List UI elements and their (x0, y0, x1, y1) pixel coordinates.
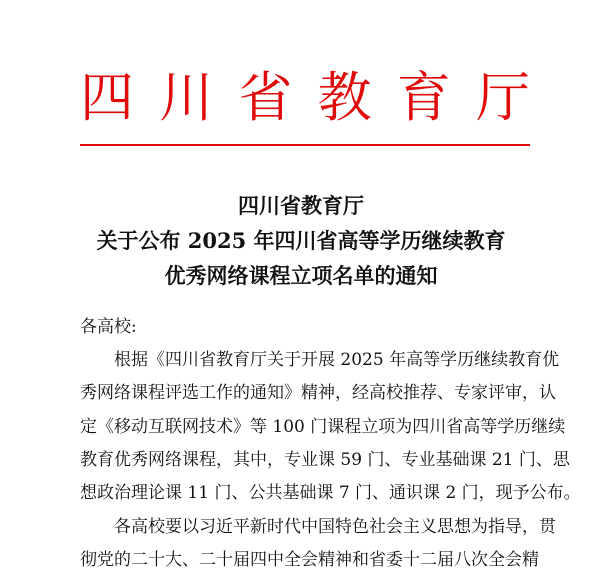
masthead-title (80, 66, 530, 130)
masthead-char: 厅 (475, 66, 530, 129)
masthead-char: 育 (396, 66, 451, 129)
paragraph-line: 根据《四川省教育厅关于开展 2025 年高等学历继续教育优 (114, 350, 560, 370)
masthead-divider (80, 144, 530, 146)
title-line-subject-cont: 优秀网络课程立项名单的通知 (164, 263, 438, 288)
masthead-char: 四 (80, 66, 134, 129)
salutation: 各高校: (80, 317, 137, 337)
paragraph-line: 各高校要以习近平新时代中国特色社会主义思想为指导，贯 (114, 517, 556, 537)
paragraph-line: 想政治理论课 11 门、公共基础课 7 门、通识课 2 门，现予公布。 (80, 483, 581, 503)
masthead-char: 省 (238, 66, 293, 129)
title-line-subject: 关于公布 2025 年四川省高等学历继续教育 (96, 228, 506, 253)
title-line-issuer: 四川省教育厅 (238, 193, 364, 218)
masthead-char: 川 (159, 66, 214, 129)
paragraph-line: 彻党的二十大、二十届四中全会精神和省委十二届八次全会精 (80, 550, 539, 570)
document-title (0, 188, 602, 293)
paragraph-line: 定《移动互联网技术》等 100 门课程立项为四川省高等学历继续 (80, 417, 566, 437)
masthead-char: 教 (317, 66, 372, 129)
paragraph-line: 秀网络课程评选工作的通知》精神，经高校推荐、专家评审，认 (80, 383, 556, 403)
paragraph-line: 教育优秀网络课程，其中，专业课 59 门、专业基础课 21 门、思 (80, 450, 570, 470)
